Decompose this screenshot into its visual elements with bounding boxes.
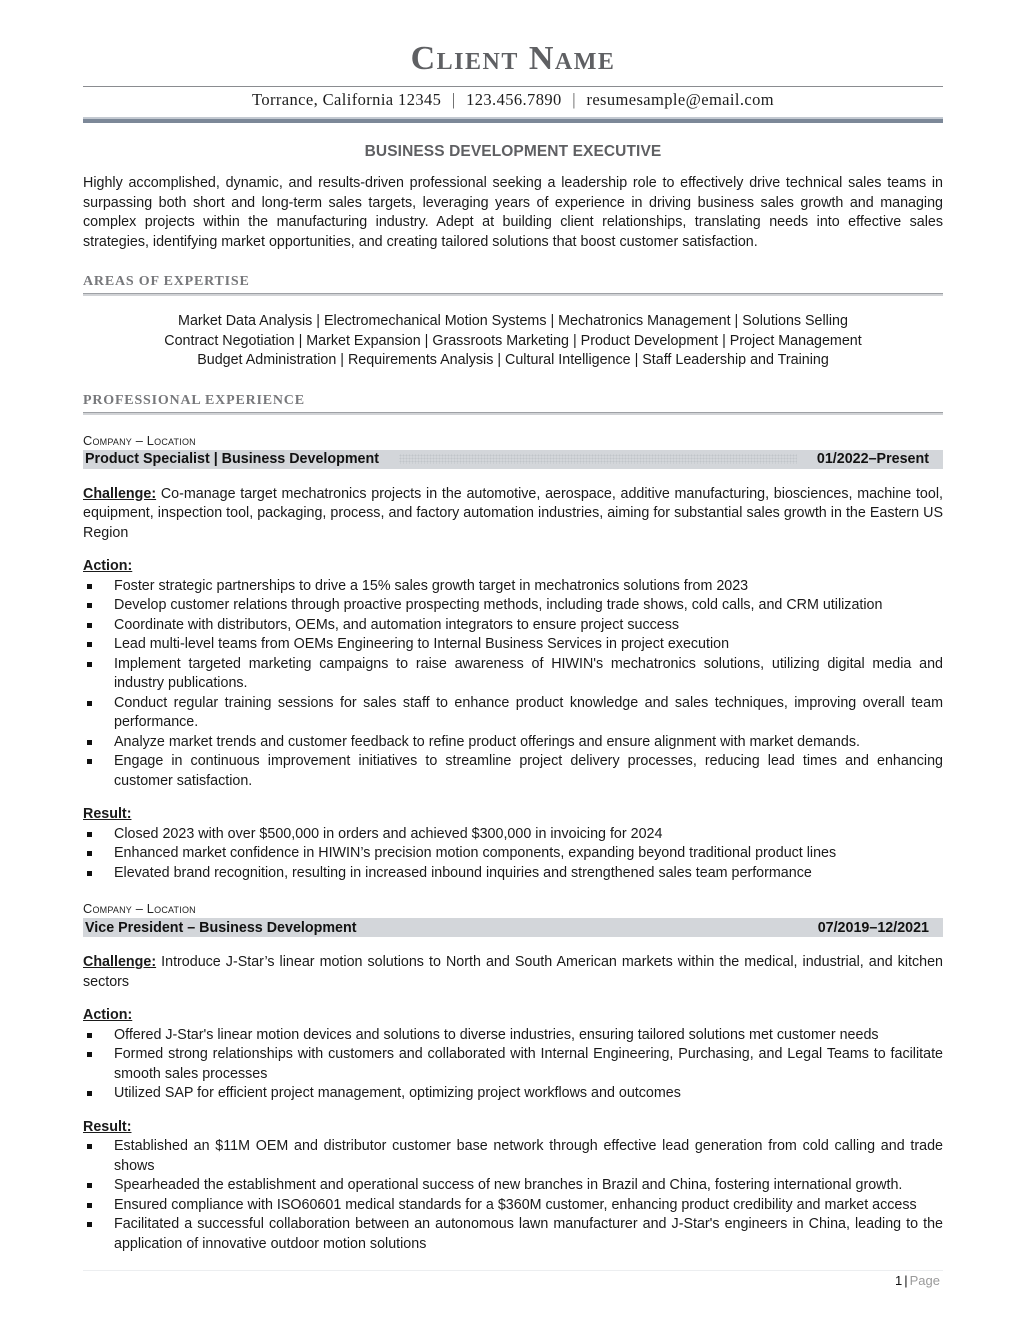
- contact-separator: |: [451, 90, 456, 109]
- challenge-label: Challenge:: [83, 485, 157, 502]
- job-entry: [83, 433, 943, 884]
- contact-phone: 123.456.7890: [466, 90, 562, 109]
- job-title: Vice President – Business Development: [85, 919, 357, 936]
- professional-headline: BUSINESS DEVELOPMENT EXECUTIVE: [364, 143, 662, 160]
- result-item: Spearheaded the establishment and operational success of new branches in Brazil and China, fostering international growth.: [83, 1176, 943, 1196]
- section-title-experience: PROFESSIONAL EXPERIENCE: [83, 392, 305, 408]
- page-footer: [895, 1273, 940, 1288]
- action-item: Offered J-Star's linear motion devices and solutions to diverse industries, ensuring tailored solutions met customer needs: [83, 1026, 943, 1046]
- section-rule: [83, 293, 943, 296]
- decorative-texture: [399, 454, 797, 464]
- result-item: Established an $11M OEM and distributor customer base network through effective lead generation from cold calling and trade shows: [83, 1137, 943, 1176]
- action-label: Action:: [83, 1007, 133, 1023]
- contact-location: Torrance, California 12345: [252, 90, 442, 109]
- contact-email[interactable]: resumesample@email.com: [586, 90, 774, 109]
- action-item: Implement targeted marketing campaigns to raise awareness of HIWIN's mechatronics solutions, utilizing digital media and industry publications.: [83, 655, 943, 694]
- action-item: Utilized SAP for efficient project management, optimizing project workflows and outcomes: [83, 1084, 943, 1104]
- action-item: Engage in continuous improvement initiatives to streamline project delivery processes, reducing lead times and enhancing customer satisfaction.: [83, 752, 943, 791]
- company-location: Company – Location: [83, 901, 196, 916]
- section-rule: [83, 412, 943, 415]
- job-dates: 07/2019–12/2021: [817, 919, 929, 936]
- job-entry: [83, 901, 943, 1254]
- action-item: Develop customer relations through proactive prospecting methods, including trade shows, cold calls, and CRM utilization: [83, 596, 943, 616]
- result-list: [83, 1137, 943, 1254]
- action-list: [83, 577, 943, 792]
- challenge-text: Co-manage target mechatronics projects in the automotive, aerospace, additive manufacturing, biosciences, machine tool, equipment, inspection tool, packaging, process, and factory automation industries, aiming for substantial sales growth in the Eastern US Region: [83, 485, 943, 541]
- footer-separator: |: [904, 1273, 908, 1288]
- company-location: Company – Location: [83, 432, 196, 448]
- result-list: [83, 825, 943, 884]
- action-label: Action:: [83, 558, 133, 574]
- job-dates: 01/2022–Present: [816, 451, 929, 467]
- result-item: Facilitated a successful collaboration between an autonomous lawn manufacturer and J-Star's engineers in China, leading to the application of innovative outdoor motion solutions: [83, 1215, 943, 1254]
- job-title-bar: [83, 918, 943, 937]
- job-challenge: [83, 485, 943, 544]
- footer-rule: [83, 1270, 943, 1271]
- result-label: Result:: [83, 1118, 132, 1135]
- section-title-expertise: AREAS OF EXPERTISE: [83, 274, 250, 289]
- professional-summary: Highly accomplished, dynamic, and results-driven professional seeking a leadership role to effectively drive technical sales teams in surpassing both short and long-term sales targets, leveraging years of experience in driving business sales growth and managing complex projects within the manufacturing industry. Adept at building client relationships, translating needs into effective sales strategies, identifying market opportunities, and creating tailored solutions that boost customer satisfaction.: [83, 175, 943, 250]
- result-label: Result:: [83, 806, 132, 822]
- page-number: 1: [895, 1273, 903, 1288]
- contact-line: [83, 87, 943, 117]
- job-title: Product Specialist | Business Development: [85, 451, 379, 467]
- expertise-line: Market Data Analysis | Electromechanical Motion Systems | Mechatronics Management | Solutions Selling: [178, 313, 848, 329]
- action-item: Foster strategic partnerships to drive a 15% sales growth target in mechatronics solutions from 2023: [83, 577, 943, 597]
- challenge-text: Introduce J-Star’s linear motion solutions to North and South American markets within the medical, industrial, and kitchen sectors: [83, 954, 943, 990]
- result-item: Enhanced market confidence in HIWIN’s precision motion components, expanding beyond traditional product lines: [83, 844, 943, 864]
- action-list: [83, 1026, 943, 1104]
- action-item: Analyze market trends and customer feedback to refine product offerings and ensure alignment with market demands.: [83, 733, 943, 753]
- client-name: Client Name: [410, 40, 616, 77]
- page-label: Page: [909, 1273, 940, 1288]
- action-item: Coordinate with distributors, OEMs, and automation integrators to ensure project success: [83, 616, 943, 636]
- result-item: Ensured compliance with ISO60601 medical standards for a $360M customer, enhancing product credibility and market access: [83, 1196, 943, 1216]
- action-item: Lead multi-level teams from OEMs Engineering to Internal Business Services in project execution: [83, 635, 943, 655]
- result-item: Closed 2023 with over $500,000 in orders and achieved $300,000 in invoicing for 2024: [83, 825, 943, 845]
- challenge-label: Challenge:: [83, 954, 157, 970]
- expertise-line: Budget Administration | Requirements Analysis | Cultural Intelligence | Staff Leadership and Training: [197, 352, 829, 368]
- action-item: Conduct regular training sessions for sales staff to enhance product knowledge and sales techniques, improving overall team performance.: [83, 694, 943, 733]
- result-item: Elevated brand recognition, resulting in increased inbound inquiries and strengthened sales team performance: [83, 864, 943, 884]
- expertise-list: [83, 312, 943, 371]
- expertise-line: Contract Negotiation | Market Expansion | Grassroots Marketing | Product Development | Project Management: [164, 332, 862, 349]
- header-divider-thick: [83, 119, 943, 123]
- job-title-bar: [83, 450, 943, 469]
- job-challenge: [83, 953, 943, 992]
- contact-separator: |: [572, 90, 576, 109]
- resume-page: [83, 0, 943, 1254]
- action-item: Formed strong relationships with customers and collaborated with Internal Engineering, Purchasing, and Legal Teams to facilitate smooth sales processes: [83, 1045, 943, 1084]
